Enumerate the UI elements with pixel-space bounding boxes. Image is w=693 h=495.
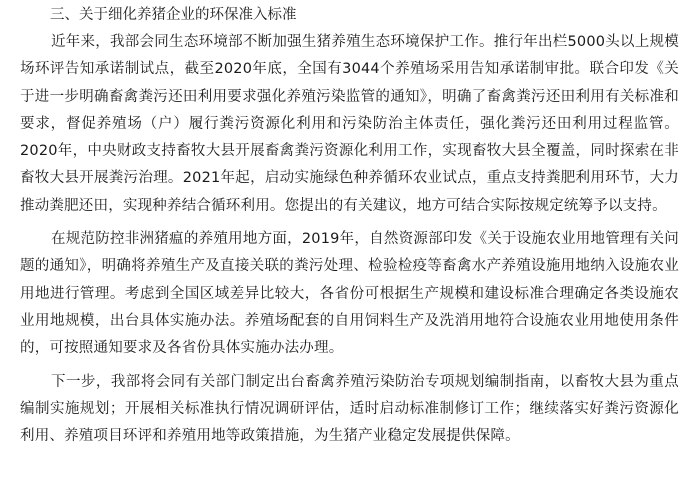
- paragraph-environmental-assessment: 近年来，我部会同生态环境部不断加强生猪养殖生态环境保护工作。推行年出栏5000头以上规模场环评告知承诺制试点，截至2020年底，全国有3044个养殖场采用告知承诺制审批。联合印发《关于进一步明确畜禽粪污还田利用要求强化养殖污染监管的通知》，明确了畜禽粪污还田利用有关标准和要求，督促养殖场（户）履行粪污资源化利用和污染防治主体责任，强化粪污还田利用过程监管。2020年，中央财政支持畜牧大县开展畜禽粪污资源化利用工作，实现畜牧大县全覆盖，同时探索在非畜牧大县开展粪污治理。2021年起，启动实施绿色种养循环农业试点，重点支持粪肥利用环节，大力推动粪肥还田，实现种养结合循环利用。您提出的有关建议，地方可结合实际按规定统筹予以支持。: [20, 34, 679, 214]
- paragraph-land-use: 在规范防控非洲猪瘟的养殖用地方面，2019年，自然资源部印发《关于设施农业用地管理有关问题的通知》，明确将养殖生产及直接关联的粪污处理、检验检疫等畜禽水产养殖设施用地纳入设施农业用地进行管理。考虑到全国区域差异比较大，各省份可根据生产规模和建设标准合理确定各类设施农业用地规模，出台具体实施办法。养殖场配套的自用饲料生产及洗消用地符合设施农业用地使用条件的，可按照通知要求及各省份具体实施办法办理。: [20, 231, 679, 357]
- paragraph-next-steps: 下一步，我部将会同有关部门制定出台畜禽养殖污染防治专项规划编制指南，以畜牧大县为重点编制实施规划；开展相关标准执行情况调研评估，适时启动标准制修订工作；继续落实好粪污资源化利用、养殖项目环评和养殖用地等政策措施，为生猪产业稳定发展提供保障。: [20, 373, 679, 445]
- section-heading: 三、关于细化养猪企业的环保准入标准: [50, 7, 297, 23]
